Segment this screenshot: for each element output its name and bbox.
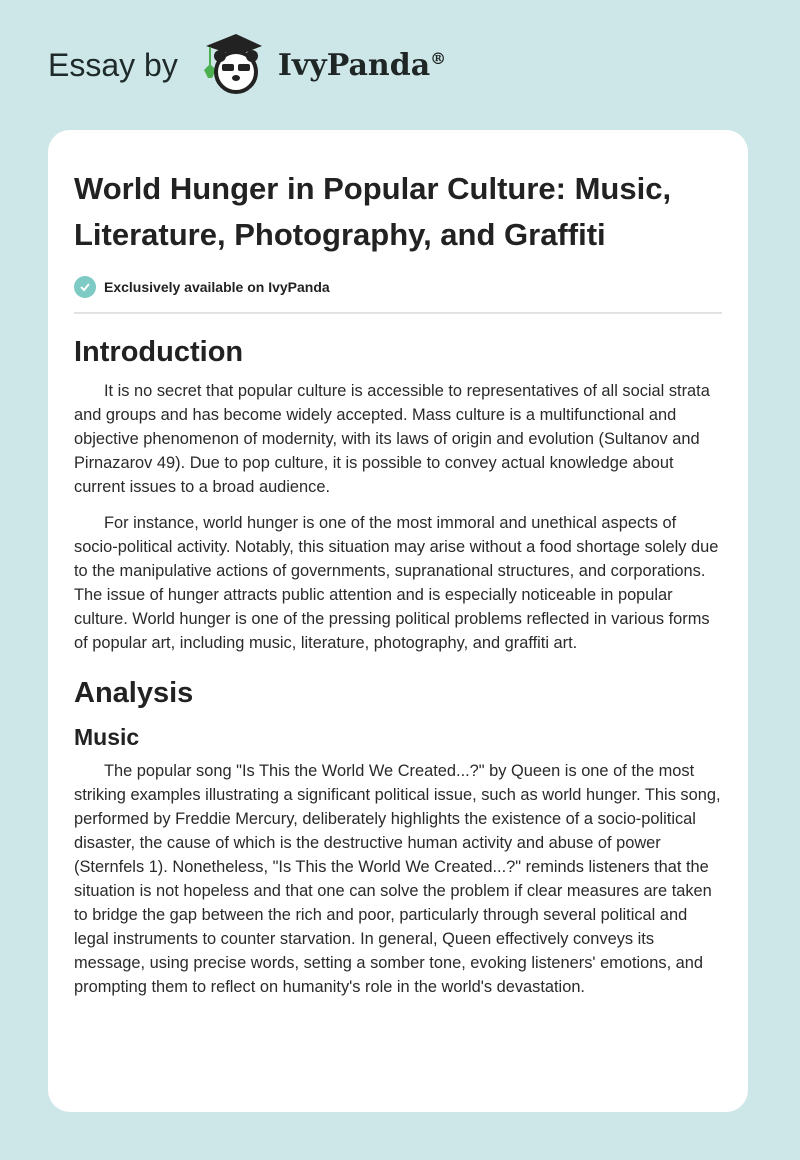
site-header bbox=[48, 30, 446, 100]
section-heading-analysis: Analysis bbox=[74, 677, 194, 709]
section-heading-introduction: Introduction bbox=[74, 336, 244, 368]
brand-name[interactable] bbox=[278, 48, 446, 83]
essay-title: World Hunger in Popular Culture: Music, Literature, Photography, and Graffiti bbox=[74, 171, 672, 252]
divider bbox=[74, 312, 722, 314]
essay-card bbox=[48, 130, 748, 1112]
brand-text: IvyPanda bbox=[277, 47, 431, 83]
exclusive-badge bbox=[74, 276, 722, 298]
panda-logo-icon[interactable] bbox=[198, 28, 268, 103]
paragraph: For instance, world hunger is one of the most immoral and unethical aspects of socio-political activity. Notably, this situation may arise without a food shortage solely due to the manipulative actions of governments, supranational structures, and corporations. The issue of hunger attracts public attention and is especially noticeable in popular culture. World hunger is one of the pressing political problems reflected in various forms of popular art, including music, literature, photography, and graffiti art. bbox=[74, 514, 719, 652]
registered-mark: ® bbox=[430, 48, 447, 68]
check-icon bbox=[74, 276, 96, 298]
subheading-music: Music bbox=[74, 724, 140, 750]
essay-by-label: Essay by bbox=[48, 46, 178, 83]
paragraph: It is no secret that popular culture is accessible to representatives of all social strata and groups and has become widely accepted. Mass culture is a multifunctional and objective phenomenon of modernity, with its laws of origin and evolution (Sultanov and Pirnazarov 49). Due to pop culture, it is possible to convey actual knowledge about current issues to a broad audience. bbox=[74, 382, 710, 496]
paragraph: The popular song "Is This the World We Created...?" by Queen is one of the most striking examples illustrating a significant political issue, such as world hunger. This song, performed by Freddie Mercury, deliberately highlights the existence of a socio-political disaster, the cause of which is the destructive human activity and abuse of power (Sternfels 1). Nonetheless, "Is This the World We Created...?" reminds listeners that the situation is not hopeless and that one can solve the problem if clear measures are taken to bridge the gap between the rich and poor, particularly through several political and legal instruments to counter starvation. In general, Queen effectively conveys its message, using precise words, setting a somber tone, evoking listeners' emotions, and prompting them to reflect on humanity's role in the world's devastation. bbox=[74, 762, 721, 996]
exclusive-text: Exclusively available on IvyPanda bbox=[104, 279, 330, 295]
